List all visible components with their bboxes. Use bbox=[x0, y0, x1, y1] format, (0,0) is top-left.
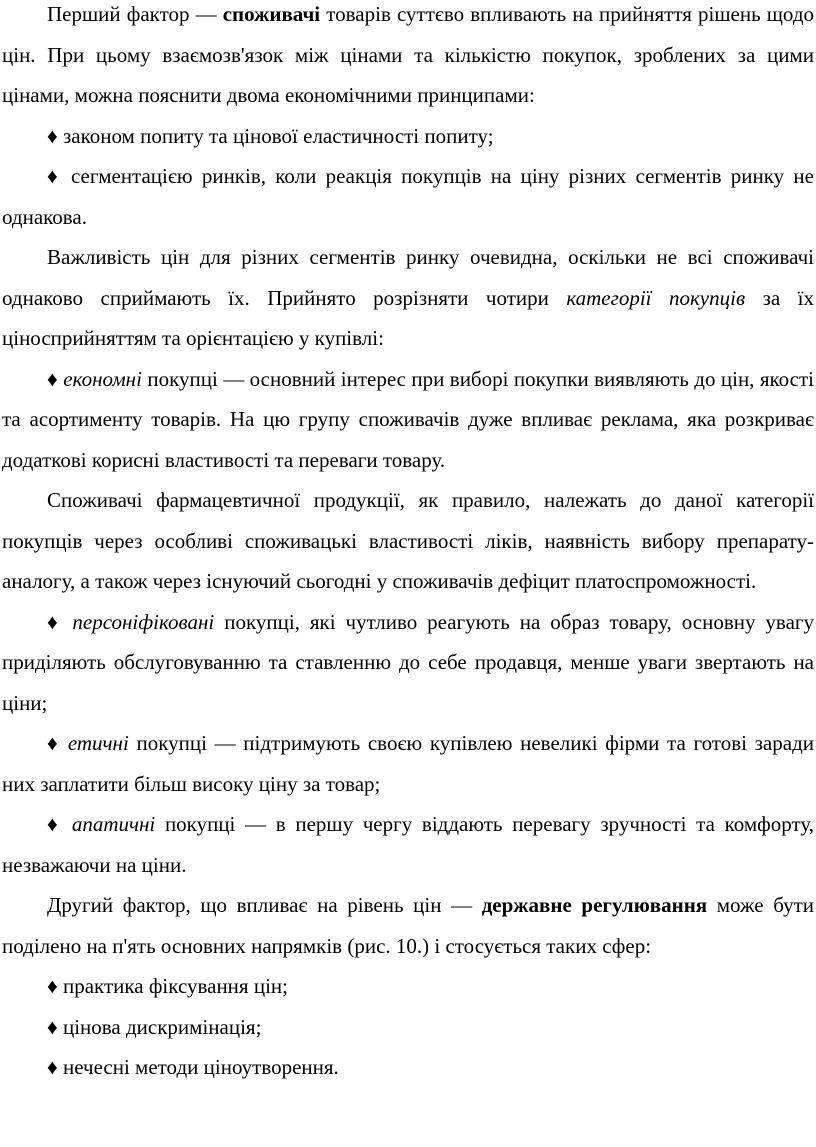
italic-term-personalized: персоніфіковані bbox=[72, 609, 215, 634]
paragraph-pharma-consumers bbox=[2, 480, 814, 602]
italic-term-buyer-categories: категорії покупців bbox=[566, 285, 746, 310]
bullet-law-of-demand bbox=[2, 116, 814, 157]
bullet-market-segmentation bbox=[2, 156, 814, 237]
text-run: покупці — основний інтерес при виборі покупки виявляють до цін, якості та асортименту товарів. На цю групу споживачів дуже впливає реклама, яка розкриває додаткові корисні властивості та переваги товару. bbox=[2, 366, 814, 472]
bullet-personalized-buyers bbox=[2, 602, 814, 724]
text-run: ♦ цінова дискримінація; bbox=[47, 1014, 262, 1039]
bullet-ethical-buyers bbox=[2, 723, 814, 804]
text-run: ♦ сегментацією ринків, коли реакція покупців на ціну різних сегментів ринку не однакова. bbox=[2, 164, 814, 229]
text-run: покупці, які чутливо реагують на образ товару, основну увагу приділяють обслуговуванню та ставленню до себе продавця, менше уваги звертають на ціни; bbox=[2, 609, 814, 715]
text-run: покупці — підтримують своєю купівлею невеликі фірми та готові заради них заплатити більш високу ціну за товар; bbox=[2, 731, 814, 796]
text-run: ♦ нечесні методи ціноутворення. bbox=[47, 1055, 339, 1079]
text-run: Споживачі фармацевтичної продукції, як правило, належать до даної категорії покупців через особливі споживацькі властивості ліків, наявність вибору препарату-аналогу, а також через існуючий сьогодні у споживачів дефіцит платоспроможності. bbox=[2, 488, 814, 593]
bullet-price-fixing bbox=[2, 966, 814, 1007]
italic-term-apathetic: апатичні bbox=[71, 812, 156, 836]
text-run: Другий фактор, що впливає на рівень цін — bbox=[47, 893, 482, 917]
text-run: ♦ законом попиту та цінової еластичності попиту; bbox=[47, 123, 494, 148]
text-run: ♦ bbox=[47, 731, 68, 755]
paragraph-consumers-factor bbox=[2, 0, 814, 116]
paragraph-buyer-categories bbox=[2, 237, 814, 359]
text-run: ♦ bbox=[47, 366, 64, 391]
text-run: за їх ціносприйняттям та орієнтацією у купівлі: bbox=[2, 285, 815, 350]
text-run: ♦ bbox=[47, 812, 72, 836]
bullet-unfair-pricing bbox=[2, 1047, 814, 1088]
bullet-apathetic-buyers bbox=[2, 804, 814, 885]
text-run: ♦ bbox=[47, 609, 73, 634]
italic-term-economical: економні bbox=[63, 366, 142, 391]
italic-term-ethical: етичні bbox=[67, 731, 129, 755]
bullet-economical-buyers bbox=[2, 359, 814, 481]
bold-term-consumers: споживачі bbox=[222, 2, 321, 26]
paragraph-state-regulation bbox=[2, 885, 814, 966]
bullet-price-discrimination bbox=[2, 1007, 814, 1048]
text-run: ♦ практика фіксування цін; bbox=[47, 974, 288, 998]
bold-term-state-regulation: державне регулювання bbox=[481, 893, 708, 917]
text-run: Перший фактор — bbox=[47, 2, 223, 26]
text-run: може бути поділено на п'ять основних напрямків (рис. 10.) і стосується таких сфер: bbox=[2, 893, 814, 958]
text-run: покупці — в першу чергу віддають перевагу зручності та комфорту, незважаючи на ціни. bbox=[2, 812, 814, 877]
text-run: Важливість цін для різних сегментів ринку очевидна, оскільки не всі споживачі однаково сприймають їх. Прийнято розрізняти чотири bbox=[2, 245, 814, 310]
text-run: товарів суттєво впливають на прийняття рішень щодо цін. При цьому взаємозв'язок між цінами та кількістю покупок, зроблених за цими цінами, можна пояснити двома економічними принципами: bbox=[2, 2, 815, 107]
